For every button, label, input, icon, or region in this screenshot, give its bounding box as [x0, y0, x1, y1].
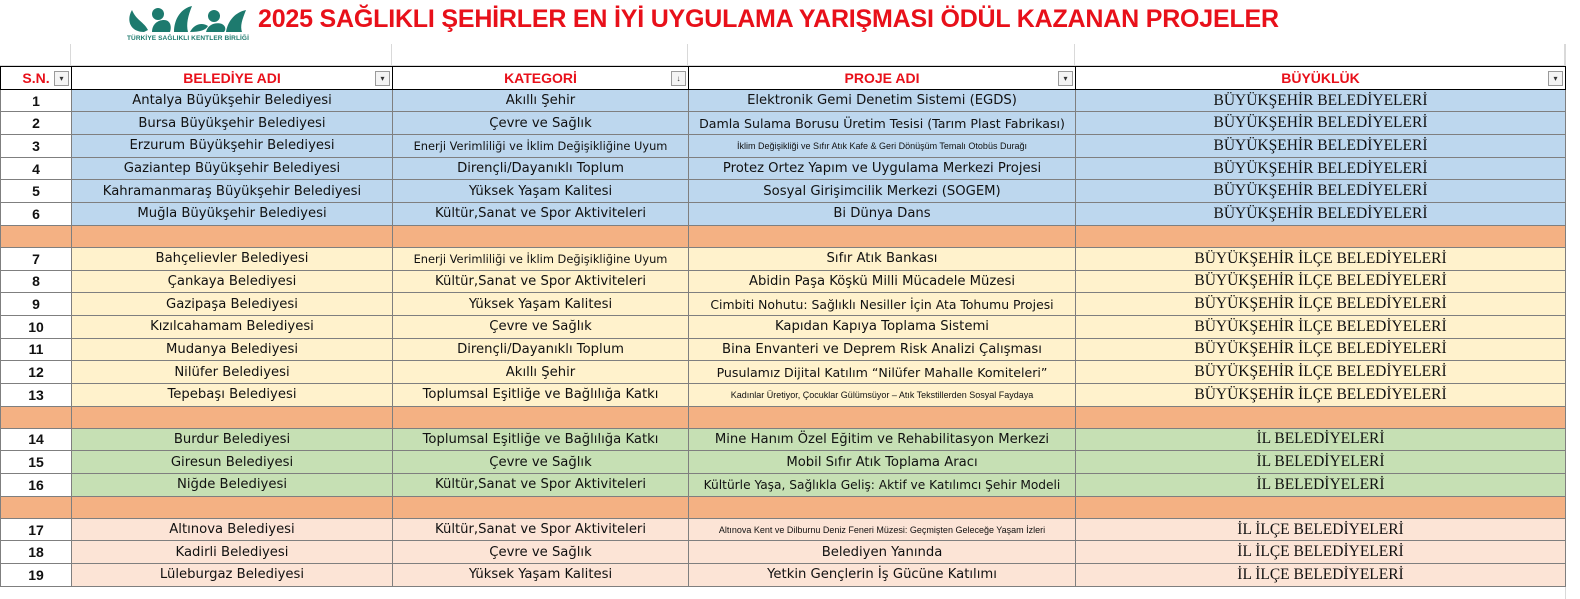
- cell-belediye[interactable]: Gaziantep Büyükşehir Belediyesi: [72, 157, 393, 180]
- cell-buyukluk[interactable]: BÜYÜKŞEHİR İLÇE BELEDİYELERİ: [1076, 361, 1566, 384]
- cell-sn[interactable]: 2: [1, 112, 72, 135]
- table-row: [1, 247, 1566, 270]
- table-row: [1, 203, 1566, 226]
- cell-belediye[interactable]: Kızılcahamam Belediyesi: [72, 315, 393, 338]
- cell-buyukluk[interactable]: İL BELEDİYELERİ: [1076, 474, 1566, 497]
- logo-caption: TÜRKİYE SAĞLIKLI KENTLER BİRLİĞİ: [126, 35, 249, 42]
- cell-kategori[interactable]: Yüksek Yaşam Kalitesi: [393, 180, 689, 203]
- cell-kategori[interactable]: Akıllı Şehir: [393, 89, 689, 112]
- cell-buyukluk[interactable]: BÜYÜKŞEHİR İLÇE BELEDİYELERİ: [1076, 315, 1566, 338]
- cell-buyukluk[interactable]: BÜYÜKŞEHİR BELEDİYELERİ: [1076, 89, 1566, 112]
- cell-proje[interactable]: Altınova Kent ve Dilburnu Deniz Feneri Müzesi: Geçmişten Geleceğe Yaşam İzleri: [689, 518, 1076, 541]
- cell-kategori[interactable]: Yüksek Yaşam Kalitesi: [393, 293, 689, 316]
- cell-kategori[interactable]: Çevre ve Sağlık: [393, 541, 689, 564]
- table-row: [1, 428, 1566, 451]
- table-header-row: [1, 67, 1566, 90]
- cell-buyukluk[interactable]: BÜYÜKŞEHİR İLÇE BELEDİYELERİ: [1076, 383, 1566, 406]
- group-separator-row: [1, 406, 1566, 428]
- col-header-buyukluk: BÜYÜKLÜK ▾: [1076, 67, 1566, 90]
- page-title: 2025 SAĞLIKLI ŞEHİRLER EN İYİ UYGULAMA YARIŞMASI ÖDÜL KAZANAN PROJELER: [258, 5, 1279, 33]
- cell-sn[interactable]: 5: [1, 180, 72, 203]
- awards-table: [0, 66, 1566, 587]
- cell-belediye[interactable]: Altınova Belediyesi: [72, 518, 393, 541]
- cell-kategori[interactable]: Akıllı Şehir: [393, 361, 689, 384]
- cell-buyukluk[interactable]: İL BELEDİYELERİ: [1076, 451, 1566, 474]
- table-row: [1, 89, 1566, 112]
- table-row: [1, 157, 1566, 180]
- cell-belediye[interactable]: Burdur Belediyesi: [72, 428, 393, 451]
- table-row: [1, 361, 1566, 384]
- filter-dropdown-icon[interactable]: ▾: [54, 71, 69, 86]
- table-row: [1, 451, 1566, 474]
- cell-kategori[interactable]: Kültür,Sanat ve Spor Aktiviteleri: [393, 270, 689, 293]
- cell-sn[interactable]: 11: [1, 338, 72, 361]
- cell-sn[interactable]: 12: [1, 361, 72, 384]
- cell-proje[interactable]: Sosyal Girişimcilik Merkezi (SOGEM): [689, 180, 1076, 203]
- cell-sn[interactable]: 17: [1, 518, 72, 541]
- cell-proje[interactable]: Mine Hanım Özel Eğitim ve Rehabilitasyon Merkezi: [689, 428, 1076, 451]
- col-header-kategori: KATEGORİ ↓: [393, 67, 689, 90]
- cell-kategori[interactable]: Toplumsal Eşitliğe ve Bağlılığa Katkı: [393, 428, 689, 451]
- table-row: [1, 112, 1566, 135]
- col-header-proje: PROJE ADI ▾: [689, 67, 1076, 90]
- cell-buyukluk[interactable]: İL İLÇE BELEDİYELERİ: [1076, 541, 1566, 564]
- table-row: [1, 541, 1566, 564]
- cell-kategori[interactable]: Toplumsal Eşitliğe ve Bağlılığa Katkı: [393, 383, 689, 406]
- cell-sn[interactable]: 13: [1, 383, 72, 406]
- cell-sn[interactable]: 9: [1, 293, 72, 316]
- table-row: [1, 270, 1566, 293]
- col-header-belediye: BELEDİYE ADI ▾: [72, 67, 393, 90]
- col-header-sn: S.N. ▾: [1, 67, 72, 90]
- cell-belediye[interactable]: Muğla Büyükşehir Belediyesi: [72, 203, 393, 226]
- cell-belediye[interactable]: Niğde Belediyesi: [72, 474, 393, 497]
- cell-sn[interactable]: 4: [1, 157, 72, 180]
- cell-proje[interactable]: Abidin Paşa Köşkü Milli Mücadele Müzesi: [689, 270, 1076, 293]
- cell-proje[interactable]: Mobil Sıfır Atık Toplama Aracı: [689, 451, 1076, 474]
- cell-belediye[interactable]: Lüleburgaz Belediyesi: [72, 564, 393, 587]
- table-row: [1, 383, 1566, 406]
- cell-kategori[interactable]: Kültür,Sanat ve Spor Aktiviteleri: [393, 474, 689, 497]
- cell-belediye[interactable]: Erzurum Büyükşehir Belediyesi: [72, 135, 393, 158]
- cell-kategori[interactable]: Enerji Verimliliği ve İklim Değişikliğine Uyum: [393, 135, 689, 158]
- table-row: [1, 474, 1566, 497]
- cell-sn[interactable]: 3: [1, 135, 72, 158]
- cell-kategori[interactable]: Dirençli/Dayanıklı Toplum: [393, 157, 689, 180]
- filter-dropdown-icon[interactable]: ▾: [1548, 71, 1563, 86]
- cell-sn[interactable]: 16: [1, 474, 72, 497]
- cell-buyukluk[interactable]: BÜYÜKŞEHİR BELEDİYELERİ: [1076, 180, 1566, 203]
- cell-proje[interactable]: Kültürle Yaşa, Sağlıkla Geliş: Aktif ve Katılımcı Şehir Modeli: [689, 474, 1076, 497]
- table-row: [1, 293, 1566, 316]
- cell-belediye[interactable]: Kadirli Belediyesi: [72, 541, 393, 564]
- cell-buyukluk[interactable]: İL İLÇE BELEDİYELERİ: [1076, 518, 1566, 541]
- cell-sn[interactable]: 7: [1, 247, 72, 270]
- cell-proje[interactable]: Bina Envanteri ve Deprem Risk Analizi Çalışması: [689, 338, 1076, 361]
- group-separator-row: [1, 225, 1566, 247]
- cell-kategori[interactable]: Çevre ve Sağlık: [393, 112, 689, 135]
- filter-dropdown-icon[interactable]: ▾: [375, 71, 390, 86]
- cell-belediye[interactable]: Mudanya Belediyesi: [72, 338, 393, 361]
- table-row: [1, 315, 1566, 338]
- cell-buyukluk[interactable]: BÜYÜKŞEHİR BELEDİYELERİ: [1076, 157, 1566, 180]
- cell-belediye[interactable]: Antalya Büyükşehir Belediyesi: [72, 89, 393, 112]
- cell-kategori[interactable]: Dirençli/Dayanıklı Toplum: [393, 338, 689, 361]
- table-row: [1, 564, 1566, 587]
- cell-proje[interactable]: Cimbiti Nohutu: Sağlıklı Nesiller İçin Ata Tohumu Projesi: [689, 293, 1076, 316]
- cell-belediye[interactable]: Giresun Belediyesi: [72, 451, 393, 474]
- cell-belediye[interactable]: Bursa Büyükşehir Belediyesi: [72, 112, 393, 135]
- cell-buyukluk[interactable]: BÜYÜKŞEHİR İLÇE BELEDİYELERİ: [1076, 247, 1566, 270]
- tskb-logo: [122, 2, 254, 44]
- cell-kategori[interactable]: Kültür,Sanat ve Spor Aktiviteleri: [393, 518, 689, 541]
- cell-proje[interactable]: Damla Sulama Borusu Üretim Tesisi (Tarım Plast Fabrikası): [689, 112, 1076, 135]
- cell-proje[interactable]: İklim Değişikliği ve Sıfır Atık Kafe & Geri Dönüşüm Temalı Otobüs Durağı: [689, 135, 1076, 158]
- cell-buyukluk[interactable]: BÜYÜKŞEHİR İLÇE BELEDİYELERİ: [1076, 293, 1566, 316]
- cell-sn[interactable]: 10: [1, 315, 72, 338]
- cell-buyukluk[interactable]: BÜYÜKŞEHİR BELEDİYELERİ: [1076, 135, 1566, 158]
- cell-kategori[interactable]: Çevre ve Sağlık: [393, 451, 689, 474]
- cell-proje[interactable]: Yetkin Gençlerin İş Gücüne Katılımı: [689, 564, 1076, 587]
- sort-filter-icon[interactable]: ↓: [671, 71, 686, 86]
- table-row: [1, 518, 1566, 541]
- leaf-logo-icon: [122, 2, 254, 36]
- cell-kategori[interactable]: Yüksek Yaşam Kalitesi: [393, 564, 689, 587]
- table-row: [1, 135, 1566, 158]
- table-row: [1, 180, 1566, 203]
- cell-belediye[interactable]: Gazipaşa Belediyesi: [72, 293, 393, 316]
- cell-belediye[interactable]: Çankaya Belediyesi: [72, 270, 393, 293]
- cell-kategori[interactable]: Kültür,Sanat ve Spor Aktiviteleri: [393, 203, 689, 226]
- cell-proje[interactable]: Kapıdan Kapıya Toplama Sistemi: [689, 315, 1076, 338]
- sheet-header: [0, 0, 1580, 44]
- cell-belediye[interactable]: Nilüfer Belediyesi: [72, 361, 393, 384]
- filter-dropdown-icon[interactable]: ▾: [1058, 71, 1073, 86]
- cell-proje[interactable]: Belediyen Yanında: [689, 541, 1076, 564]
- cell-proje[interactable]: Bi Dünya Dans: [689, 203, 1076, 226]
- cell-proje[interactable]: Pusulamız Dijital Katılım “Nilüfer Mahalle Komiteleri”: [689, 361, 1076, 384]
- cell-sn[interactable]: 18: [1, 541, 72, 564]
- cell-buyukluk[interactable]: İL İLÇE BELEDİYELERİ: [1076, 564, 1566, 587]
- cell-belediye[interactable]: Bahçelievler Belediyesi: [72, 247, 393, 270]
- cell-sn[interactable]: 14: [1, 428, 72, 451]
- cell-kategori[interactable]: Çevre ve Sağlık: [393, 315, 689, 338]
- cell-sn[interactable]: 8: [1, 270, 72, 293]
- cell-proje[interactable]: Sıfır Atık Bankası: [689, 247, 1076, 270]
- cell-proje[interactable]: Elektronik Gemi Denetim Sistemi (EGDS): [689, 89, 1076, 112]
- cell-buyukluk[interactable]: BÜYÜKŞEHİR BELEDİYELERİ: [1076, 203, 1566, 226]
- cell-buyukluk[interactable]: BÜYÜKŞEHİR BELEDİYELERİ: [1076, 112, 1566, 135]
- cell-sn[interactable]: 15: [1, 451, 72, 474]
- cell-belediye[interactable]: Tepebaşı Belediyesi: [72, 383, 393, 406]
- cell-buyukluk[interactable]: BÜYÜKŞEHİR İLÇE BELEDİYELERİ: [1076, 338, 1566, 361]
- cell-proje[interactable]: Kadınlar Üretiyor, Çocuklar Gülümsüyor – Atık Tekstillerden Sosyal Faydaya: [689, 383, 1076, 406]
- group-separator-row: [1, 496, 1566, 518]
- cell-buyukluk[interactable]: İL BELEDİYELERİ: [1076, 428, 1566, 451]
- cell-proje[interactable]: Protez Ortez Yapım ve Uygulama Merkezi Projesi: [689, 157, 1076, 180]
- empty-grid-row: [0, 44, 1565, 66]
- cell-sn[interactable]: 1: [1, 89, 72, 112]
- cell-sn[interactable]: 19: [1, 564, 72, 587]
- cell-kategori[interactable]: Enerji Verimliliği ve İklim Değişikliğine Uyum: [393, 247, 689, 270]
- table-row: [1, 338, 1566, 361]
- cell-sn[interactable]: 6: [1, 203, 72, 226]
- cell-buyukluk[interactable]: BÜYÜKŞEHİR İLÇE BELEDİYELERİ: [1076, 270, 1566, 293]
- cell-belediye[interactable]: Kahramanmaraş Büyükşehir Belediyesi: [72, 180, 393, 203]
